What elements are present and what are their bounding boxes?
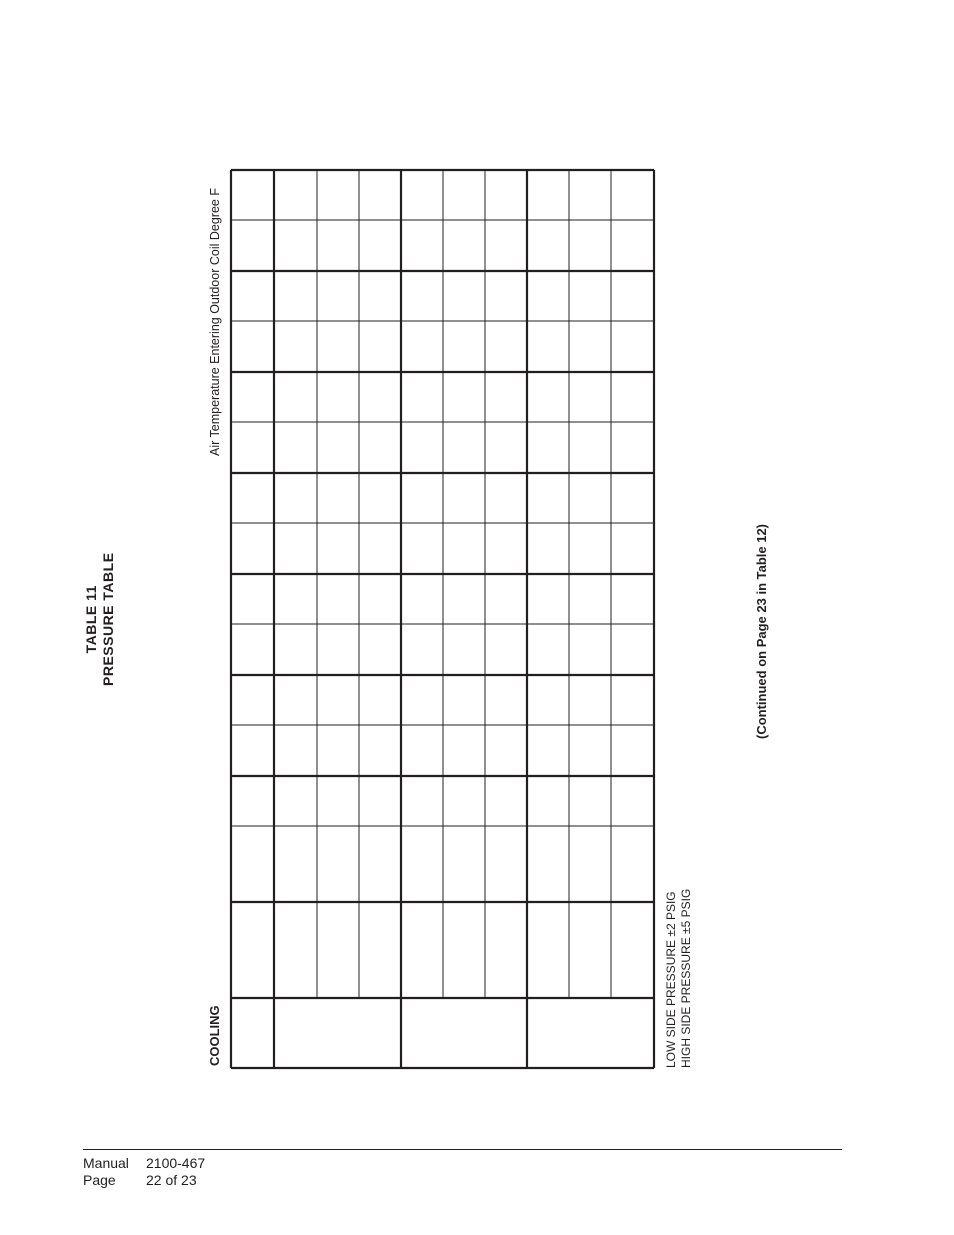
footer-manual-value: 2100-467 <box>146 1155 206 1171</box>
continued-note: (Continued on Page 23 in Table 12) <box>754 523 769 739</box>
axis-label: Air Temperature Entering Outdoor Coil Degree F <box>208 188 222 456</box>
legend-low-side: LOW SIDE PRESSURE ±2 PSIG <box>664 891 678 1068</box>
footer-page-label: Page <box>83 1172 116 1188</box>
section-label-cooling: COOLING <box>207 1005 222 1066</box>
footer-page-value: 22 of 23 <box>146 1172 197 1188</box>
footer-manual-label: Manual <box>83 1155 129 1171</box>
legend-high-side: HIGH SIDE PRESSURE ±5 PSIG <box>679 888 693 1068</box>
table-title: PRESSURE TABLE <box>100 552 116 686</box>
footer-rule <box>83 1149 842 1150</box>
table-number: TABLE 11 <box>83 585 99 654</box>
